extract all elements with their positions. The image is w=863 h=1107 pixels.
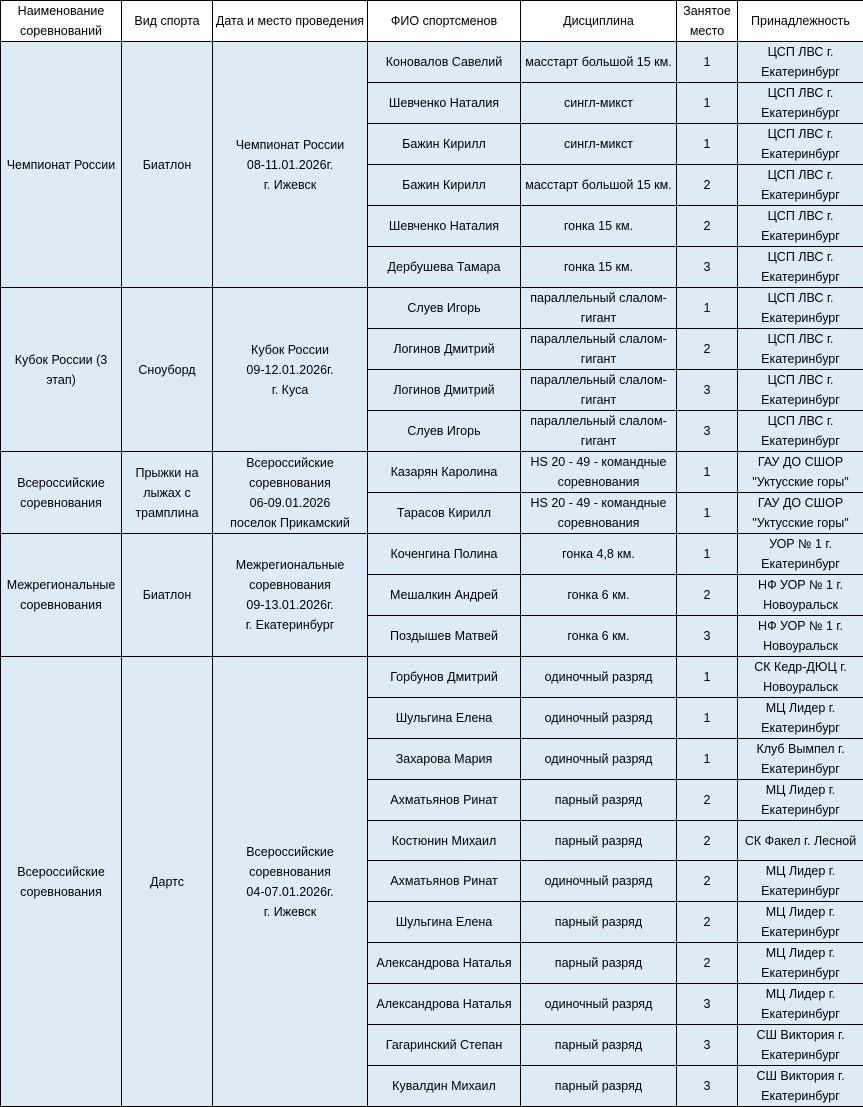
athlete-cell: Поздышев Матвей <box>368 616 521 657</box>
competition-cell: Чемпионат России <box>1 42 122 288</box>
affiliation-cell: ЦСП ЛВС г. Екатеринбург <box>738 124 863 165</box>
discipline-cell: гонка 6 км. <box>521 575 677 616</box>
discipline-cell: одиночный разряд <box>521 698 677 739</box>
competition-cell: Всероссийские соревнования <box>1 657 122 1107</box>
affiliation-cell: ЦСП ЛВС г. Екатеринбург <box>738 165 863 206</box>
affiliation-cell: ГАУ ДО СШОР "Уктусские горы" <box>738 493 863 534</box>
place-cell: 2 <box>677 206 738 247</box>
affiliation-cell: МЦ Лидер г. Екатеринбург <box>738 780 863 821</box>
competition-cell: Всероссийские соревнования <box>1 452 122 534</box>
athlete-cell: Мешалкин Андрей <box>368 575 521 616</box>
athlete-cell: Кувалдин Михаил <box>368 1066 521 1107</box>
place-cell: 1 <box>677 452 738 493</box>
affiliation-cell: УОР № 1 г. Екатеринбург <box>738 534 863 575</box>
athlete-cell: Захарова Мария <box>368 739 521 780</box>
athlete-cell: Слуев Игорь <box>368 411 521 452</box>
discipline-cell: сингл-микст <box>521 83 677 124</box>
discipline-cell: гонка 15 км. <box>521 247 677 288</box>
affiliation-cell: ЦСП ЛВС г. Екатеринбург <box>738 42 863 83</box>
athlete-cell: Коченгина Полина <box>368 534 521 575</box>
place-cell: 2 <box>677 861 738 902</box>
header-affiliation: Принадлежность <box>738 1 863 42</box>
place-cell: 1 <box>677 534 738 575</box>
place-cell: 3 <box>677 616 738 657</box>
place-cell: 2 <box>677 943 738 984</box>
affiliation-cell: ЦСП ЛВС г. Екатеринбург <box>738 288 863 329</box>
place-cell: 1 <box>677 42 738 83</box>
date-place-cell: Всероссийские соревнования 04-07.01.2026г. г. Ижевск <box>213 657 368 1107</box>
place-cell: 3 <box>677 411 738 452</box>
discipline-cell: HS 20 - 49 - командные соревнования <box>521 493 677 534</box>
discipline-cell: масстарт большой 15 км. <box>521 165 677 206</box>
place-cell: 3 <box>677 984 738 1025</box>
affiliation-cell: ЦСП ЛВС г. Екатеринбург <box>738 206 863 247</box>
discipline-cell: масстарт большой 15 км. <box>521 42 677 83</box>
date-place-cell: Кубок России 09-12.01.2026г. г. Куса <box>213 288 368 452</box>
sport-cell: Биатлон <box>122 534 213 657</box>
discipline-cell: парный разряд <box>521 1066 677 1107</box>
affiliation-cell: МЦ Лидер г. Екатеринбург <box>738 902 863 943</box>
header-athlete: ФИО спортсменов <box>368 1 521 42</box>
discipline-cell: одиночный разряд <box>521 739 677 780</box>
affiliation-cell: ЦСП ЛВС г. Екатеринбург <box>738 329 863 370</box>
header-place: Занятое место <box>677 1 738 42</box>
place-cell: 1 <box>677 124 738 165</box>
discipline-cell: гонка 15 км. <box>521 206 677 247</box>
discipline-cell: параллельный слалом-гигант <box>521 288 677 329</box>
discipline-cell: одиночный разряд <box>521 657 677 698</box>
place-cell: 1 <box>677 739 738 780</box>
place-cell: 2 <box>677 780 738 821</box>
place-cell: 1 <box>677 698 738 739</box>
discipline-cell: парный разряд <box>521 902 677 943</box>
discipline-cell: парный разряд <box>521 780 677 821</box>
place-cell: 2 <box>677 821 738 861</box>
place-cell: 3 <box>677 247 738 288</box>
place-cell: 1 <box>677 83 738 124</box>
athlete-cell: Ахматьянов Ринат <box>368 861 521 902</box>
place-cell: 2 <box>677 902 738 943</box>
discipline-cell: парный разряд <box>521 1025 677 1066</box>
place-cell: 2 <box>677 165 738 206</box>
header-date-place: Дата и место проведения <box>213 1 368 42</box>
athlete-cell: Дербушева Тамара <box>368 247 521 288</box>
affiliation-cell: ЦСП ЛВС г. Екатеринбург <box>738 411 863 452</box>
athlete-cell: Костюнин Михаил <box>368 821 521 861</box>
athlete-cell: Бажин Кирилл <box>368 124 521 165</box>
place-cell: 3 <box>677 1025 738 1066</box>
results-body <box>1 42 863 1107</box>
place-cell: 2 <box>677 575 738 616</box>
discipline-cell: сингл-микст <box>521 124 677 165</box>
table-row <box>1 452 863 493</box>
sport-cell: Дартс <box>122 657 213 1107</box>
affiliation-cell: СШ Виктория г. Екатеринбург <box>738 1025 863 1066</box>
discipline-cell: одиночный разряд <box>521 861 677 902</box>
date-place-cell: Чемпионат России 08-11.01.2026г. г. Ижевск <box>213 42 368 288</box>
athlete-cell: Шульгина Елена <box>368 698 521 739</box>
competition-cell: Кубок России (3 этап) <box>1 288 122 452</box>
affiliation-cell: МЦ Лидер г. Екатеринбург <box>738 984 863 1025</box>
athlete-cell: Коновалов Савелий <box>368 42 521 83</box>
place-cell: 1 <box>677 288 738 329</box>
header-competition: Наименование соревнований <box>1 1 122 42</box>
athlete-cell: Казарян Каролина <box>368 452 521 493</box>
table-row <box>1 42 863 83</box>
athlete-cell: Гагаринский Степан <box>368 1025 521 1066</box>
date-place-cell: Межрегиональные соревнования 09-13.01.2026г. г. Екатеринбург <box>213 534 368 657</box>
athlete-cell: Бажин Кирилл <box>368 165 521 206</box>
affiliation-cell: МЦ Лидер г. Екатеринбург <box>738 861 863 902</box>
affiliation-cell: ГАУ ДО СШОР "Уктусские горы" <box>738 452 863 493</box>
athlete-cell: Александрова Наталья <box>368 984 521 1025</box>
sport-cell: Сноуборд <box>122 288 213 452</box>
affiliation-cell: ЦСП ЛВС г. Екатеринбург <box>738 247 863 288</box>
athlete-cell: Тарасов Кирилл <box>368 493 521 534</box>
header-row <box>1 1 863 42</box>
discipline-cell: параллельный слалом-гигант <box>521 411 677 452</box>
discipline-cell: параллельный слалом-гигант <box>521 370 677 411</box>
sport-cell: Прыжки на лыжах с трамплина <box>122 452 213 534</box>
affiliation-cell: МЦ Лидер г. Екатеринбург <box>738 698 863 739</box>
athlete-cell: Шевченко Наталия <box>368 206 521 247</box>
table-row <box>1 534 863 575</box>
affiliation-cell: СШ Виктория г. Екатеринбург <box>738 1066 863 1107</box>
athlete-cell: Александрова Наталья <box>368 943 521 984</box>
affiliation-cell: СК Кедр-ДЮЦ г. Новоуральск <box>738 657 863 698</box>
affiliation-cell: ЦСП ЛВС г. Екатеринбург <box>738 370 863 411</box>
table-row <box>1 288 863 329</box>
discipline-cell: HS 20 - 49 - командные соревнования <box>521 452 677 493</box>
competition-cell: Межрегиональные соревнования <box>1 534 122 657</box>
affiliation-cell: МЦ Лидер г. Екатеринбург <box>738 943 863 984</box>
athlete-cell: Шульгина Елена <box>368 902 521 943</box>
discipline-cell: гонка 4,8 км. <box>521 534 677 575</box>
athlete-cell: Ахматьянов Ринат <box>368 780 521 821</box>
place-cell: 3 <box>677 370 738 411</box>
discipline-cell: парный разряд <box>521 943 677 984</box>
discipline-cell: одиночный разряд <box>521 984 677 1025</box>
affiliation-cell: Клуб Вымпел г. Екатеринбург <box>738 739 863 780</box>
date-place-cell: Всероссийские соревнования 06-09.01.2026 поселок Прикамский <box>213 452 368 534</box>
place-cell: 1 <box>677 493 738 534</box>
place-cell: 2 <box>677 329 738 370</box>
place-cell: 3 <box>677 1066 738 1107</box>
athlete-cell: Слуев Игорь <box>368 288 521 329</box>
affiliation-cell: СК Факел г. Лесной <box>738 821 863 861</box>
sport-cell: Биатлон <box>122 42 213 288</box>
header-discipline: Дисциплина <box>521 1 677 42</box>
table-row <box>1 657 863 698</box>
header-sport: Вид спорта <box>122 1 213 42</box>
athlete-cell: Логинов Дмитрий <box>368 370 521 411</box>
athlete-cell: Шевченко Наталия <box>368 83 521 124</box>
athlete-cell: Логинов Дмитрий <box>368 329 521 370</box>
discipline-cell: парный разряд <box>521 821 677 861</box>
place-cell: 1 <box>677 657 738 698</box>
affiliation-cell: НФ УОР № 1 г. Новоуральск <box>738 616 863 657</box>
affiliation-cell: ЦСП ЛВС г. Екатеринбург <box>738 83 863 124</box>
discipline-cell: гонка 6 км. <box>521 616 677 657</box>
athlete-cell: Горбунов Дмитрий <box>368 657 521 698</box>
affiliation-cell: НФ УОР № 1 г. Новоуральск <box>738 575 863 616</box>
discipline-cell: параллельный слалом-гигант <box>521 329 677 370</box>
